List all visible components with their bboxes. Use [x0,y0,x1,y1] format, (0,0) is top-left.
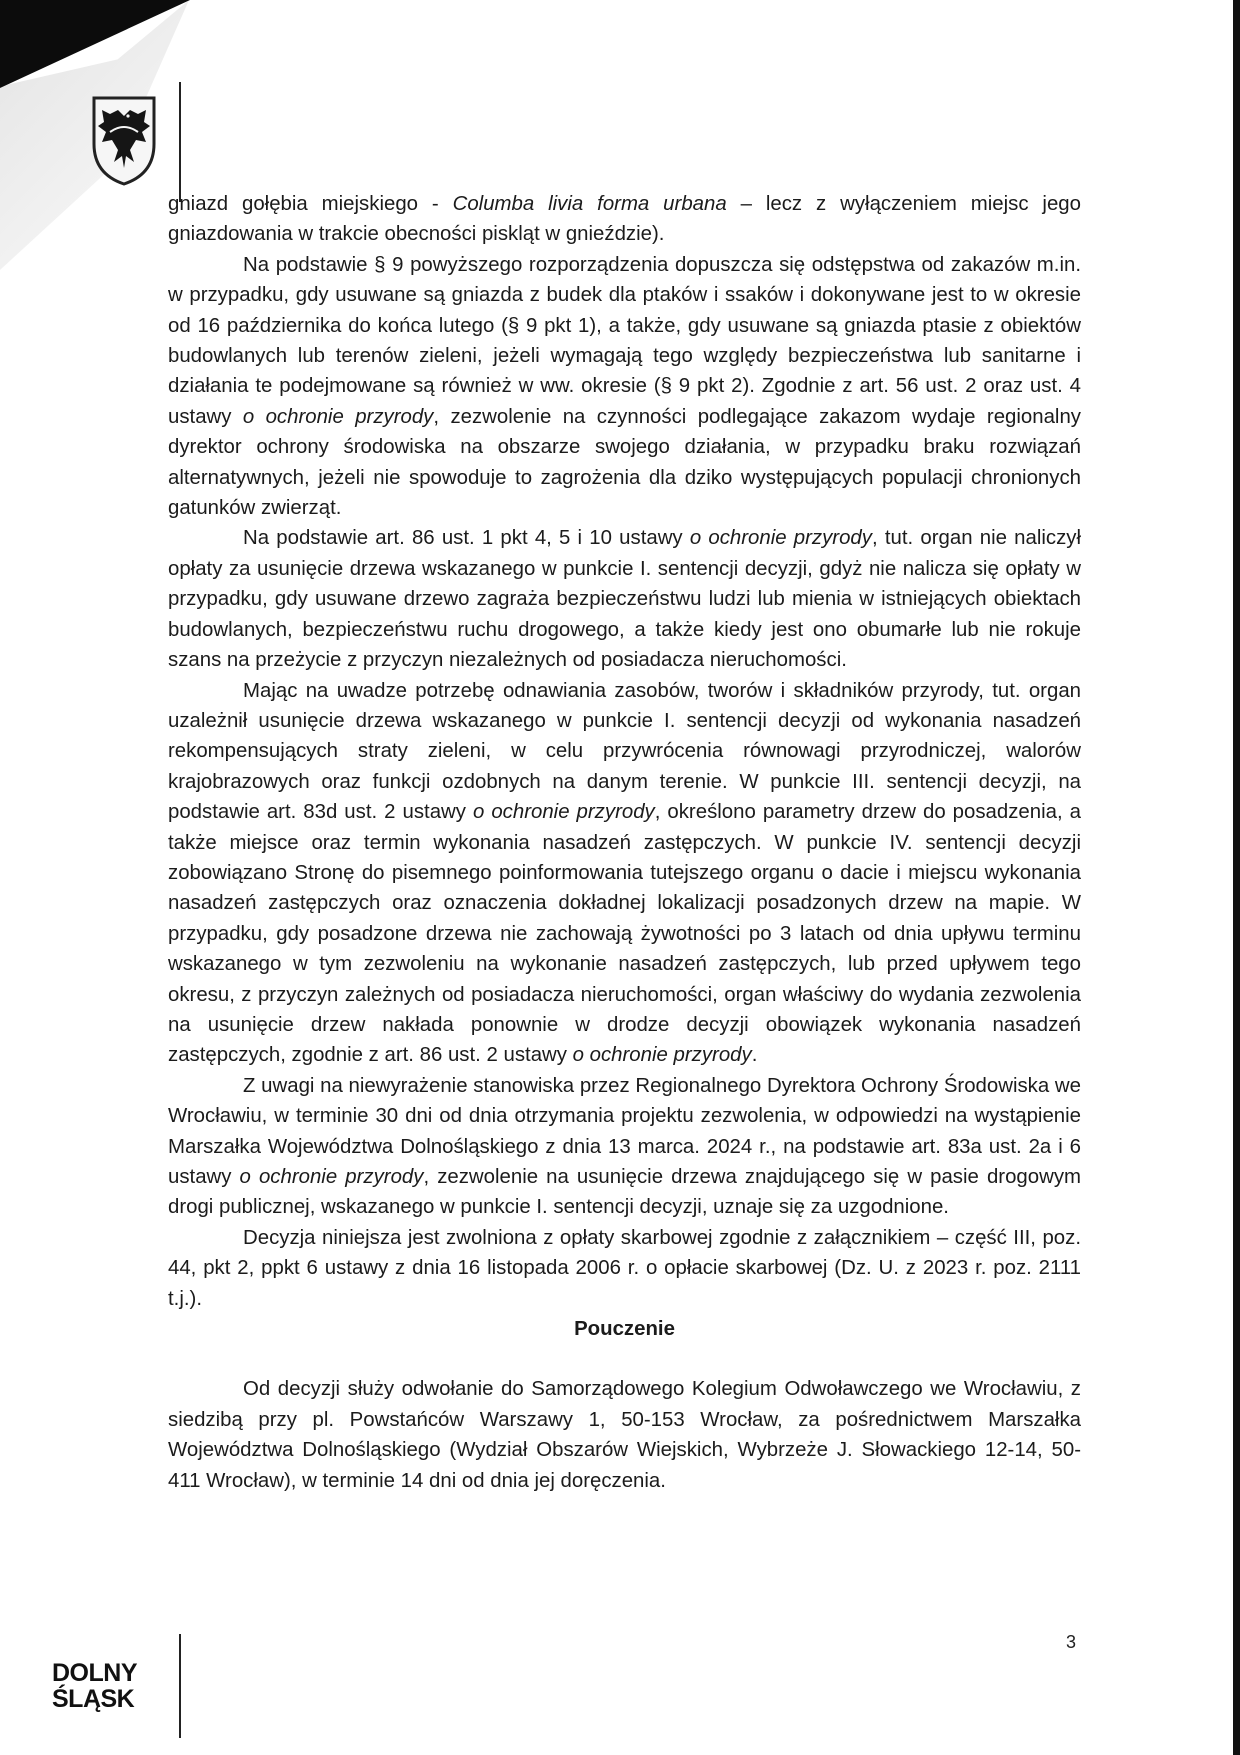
italic-text: o ochronie przyrody [242,405,434,428]
text-segment: – lecz z wyłączeniem miejsc jego gniazdowania w trakcie obecności piskląt w gnieździe). [168,193,1081,246]
page-fold-dark [0,0,190,88]
dolny-slask-logo [52,1660,162,1712]
paragraph [168,250,1081,524]
text-segment: . [751,1044,758,1067]
logo-line-1: DOLNY [52,1659,137,1687]
italic-text: o ochronie przyrody [239,1166,424,1188]
paragraph [168,523,1081,675]
paragraph [168,676,1081,1071]
paragraph [168,1071,1081,1223]
text-segment: Na podstawie art. 86 ust. 1 pkt 4, 5 i 10 ustawy [243,527,690,550]
italic-text: Columba livia forma urbana [452,193,727,215]
closing-paragraph: Od decyzji służy odwołanie do Samorządowego Kolegium Odwoławczego we Wrocławiu, z siedzibą przy pl. Powstańców Warszawy 1, 50-153 Wrocław, za pośrednictwem Marszałka Województwa Dolnośląskiego (Wydział Obszarów Wiejskich, Wybrzeże J. Słowackiego 12-14, 50-411 Wrocław), w terminie 14 dni od dnia jej doręczenia. [168,1378,1081,1492]
scan-edge-bar [1233,0,1240,1755]
text-segment: Decyzja niniejsza jest zwolniona z opłaty skarbowej zgodnie z załącznikiem – część III, poz. 44, pkt 2, ppkt 6 ustawy z dnia 16 listopada 2006 r. o opłacie skarbowej (Dz. U. z 2023 r. poz. 2111 t.j.). [168,1226,1081,1310]
footer-divider [179,1634,181,1738]
italic-text: o ochronie przyrody [572,1044,752,1067]
italic-text: o ochronie przyrody [472,801,655,824]
text-segment: gniazd gołębia miejskiego - [168,193,453,215]
text-segment: , określono parametry drzew do posadzenia, a także miejsce oraz termin wykonania nasadzeń zastępczych. W punkcie IV. sentencji decyzji zobowiązano Stronę do pisemnego poinformowania tutejszego organu o dacie i miejscu wykonania nasadzeń zastępczych oraz oznaczenia dokładnej lokalizacji posadzonych drzew na mapie. W przypadku, gdy posadzone drzewa nie zachowają żywotności po 3 latach od dnia upływu terminu wskazanego w tym zezwoleniu na wykonanie nasadzeń zastępczych, lub przed upływem tego okresu, z przyczyn zależnych od posiadacza nieruchomości, organ właściwy do wydania zezwolenia na usunięcie drzew nakłada ponownie w drodze decyzji obowiązek wykonania nasadzeń zastępczych, zgodnie z art. 86 ust. 2 ustawy [168,801,1081,1067]
paragraph [168,1223,1081,1314]
header-divider [179,82,181,202]
paragraph [168,189,1081,250]
logo-line-2: ŚLĄSK [52,1685,135,1713]
text-segment: , zezwolenie na czynności podlegające zakazom wydaje regionalny dyrektor ochrony środowiska na obszarze swojego działania, w przypadku braku rozwiązań alternatywnych, jeżeli nie spowoduje to zagrożenia dla dziko występujących populacji chronionych gatunków zwierząt. [168,405,1081,520]
text-segment: Mając na uwadze potrzebę odnawiania zasobów, tworów i składników przyrody, tut. organ uzależnił usunięcie drzewa wskazanego w punkcie I. sentencji decyzji od wykonania nasadzeń rekompensujących straty zieleni, w celu przywrócenia równowagi przyrodniczej, walorów krajobrazowych oraz funkcji ozdobnych na danym terenie. W punkcie III. sentencji decyzji, na podstawie art. 83d ust. 2 ustawy [168,679,1081,824]
document-body [168,189,1081,1496]
italic-text: o ochronie przyrody [689,527,872,550]
text-segment: , tut. organ nie naliczył opłaty za usunięcie drzewa wskazanego w punkcie I. sentencji decyzji, gdyż nie nalicza się opłaty w przypadku, gdy usuwane drzewo zagraża bezpieczeństwu ludzi lub mienia w istniejących obiektach budowlanych, bezpieczeństwu ruchu drogowego, a także kiedy jest ono obumarłe lub nie rokuje szans na przeżycie z przyczyn niezależnych od posiadacza nieruchomości. [168,527,1081,672]
text-segment: Z uwagi na niewyrażenie stanowiska przez Regionalnego Dyrektora Ochrony Środowiska we Wrocławiu, w terminie 30 dni od dnia otrzymania projektu zezwolenia, w odpowiedzi na wystąpienie Marszałka Województwa Dolnośląskiego z dnia 13 marca. 2024 r., na podstawie art. 83a ust. 2a i 6 ustawy [168,1074,1081,1188]
section-heading: Pouczenie [574,1318,675,1341]
text-segment: Na podstawie § 9 powyższego rozporządzenia dopuszcza się odstępstwa od zakazów m.in. w przypadku, gdy usuwane są gniazda z budek dla ptaków i ssaków i dokonywane jest to w okresie od 16 października do końca lutego (§ 9 pkt 1), a także, gdy usuwane są gniazda ptasie z obiektów budowlanych lub terenów zieleni, jeżeli wymagają tego względy bezpieczeństwa lub sanitarne i działania te podejmowane są również w ww. okresie (§ 9 pkt 2). Zgodnie z art. 56 ust. 2 oraz ust. 4 ustawy [168,253,1081,428]
text-segment: , zezwolenie na usunięcie drzewa znajdującego się w pasie drogowym drogi publicznej, wskazanego w punkcie I. sentencji decyzji, uznaje się za uzgodnione. [168,1166,1081,1219]
page-number: 3 [1066,1632,1077,1652]
silesian-eagle-crest-icon [88,92,160,188]
